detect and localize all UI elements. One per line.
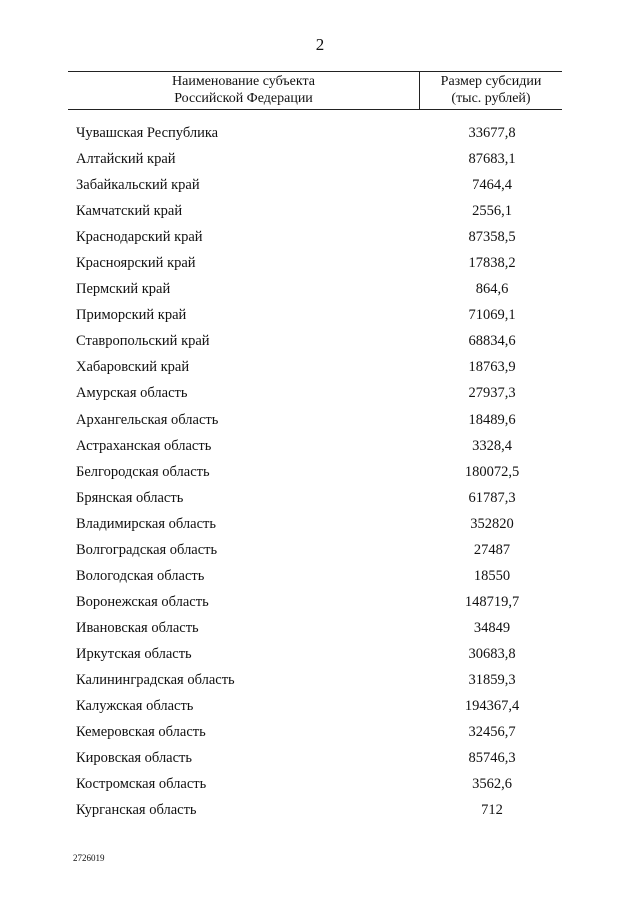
subsidy-amount: 32456,7 (468, 724, 516, 741)
region-name: Красноярский край (76, 255, 196, 272)
subsidy-amount: 27487 (473, 541, 511, 558)
table-row (0, 642, 640, 668)
subsidy-amount: 3328,4 (472, 437, 512, 454)
region-name: Амурская область (76, 385, 188, 402)
table-row (0, 538, 640, 564)
region-name: Белгородская область (76, 463, 210, 480)
region-name: Владимирская область (76, 515, 216, 532)
region-name: Кемеровская область (76, 724, 206, 741)
region-name: Ивановская область (76, 619, 199, 636)
region-name: Костромская область (76, 776, 207, 793)
subsidy-amount: 194367,4 (464, 698, 520, 715)
subsidy-amount: 712 (481, 802, 503, 819)
table-row (0, 746, 640, 772)
table-row (0, 668, 640, 694)
subsidy-amount: 31859,3 (468, 671, 516, 688)
table-row (0, 121, 640, 147)
subsidy-amount: 3562,6 (472, 776, 512, 793)
table-row (0, 798, 640, 824)
subsidy-amount: 352820 (470, 515, 514, 532)
subsidy-amount: 148719,7 (464, 593, 520, 610)
table-header (68, 71, 562, 110)
table-row (0, 590, 640, 616)
header-region-name-line2: Российской Федерации (174, 91, 313, 106)
subsidy-amount: 87683,1 (468, 151, 516, 168)
region-name: Камчатский край (76, 203, 183, 220)
table-row (0, 381, 640, 407)
region-name: Курганская область (76, 802, 197, 819)
subsidy-amount: 71069,1 (468, 307, 516, 324)
region-name: Архангельская область (76, 411, 219, 428)
page-number: 2 (315, 35, 325, 54)
table-row (0, 303, 640, 329)
table-row (0, 277, 640, 303)
subsidy-amount: 87358,5 (468, 229, 516, 246)
region-name: Волгоградская область (76, 541, 218, 558)
region-name: Кировская область (76, 750, 193, 767)
region-name: Ставропольский край (76, 333, 210, 350)
header-region-name (68, 73, 419, 107)
subsidy-amount: 61787,3 (468, 489, 516, 506)
table-row (0, 694, 640, 720)
header-subsidy-amount-line1: Размер субсидии (440, 74, 542, 89)
subsidy-amount: 864,6 (475, 281, 509, 298)
region-name: Пермский край (76, 281, 171, 298)
header-region-name-line1: Наименование субъекта (172, 74, 315, 89)
table-row (0, 720, 640, 746)
table-row (0, 564, 640, 590)
table-body (0, 121, 640, 824)
region-name: Калужская область (76, 698, 194, 715)
region-name: Хабаровский край (76, 359, 190, 376)
table-row (0, 225, 640, 251)
region-name: Калининградская область (76, 671, 235, 688)
region-name: Воронежская область (76, 593, 209, 610)
subsidy-amount: 33677,8 (468, 125, 516, 141)
region-name: Чувашская Республика (76, 125, 219, 141)
table-row (0, 434, 640, 460)
table-row (0, 486, 640, 512)
table-row (0, 408, 640, 434)
subsidy-amount: 27937,3 (468, 385, 516, 402)
region-name: Алтайский край (76, 151, 176, 168)
table-row (0, 460, 640, 486)
table-row (0, 173, 640, 199)
subsidy-amount: 2556,1 (472, 203, 512, 220)
subsidy-amount: 34849 (473, 619, 511, 636)
region-name: Брянская область (76, 489, 184, 506)
subsidy-amount: 30683,8 (468, 645, 516, 662)
table-row (0, 616, 640, 642)
subsidy-amount: 18550 (473, 567, 511, 584)
table-row (0, 329, 640, 355)
subsidy-amount: 17838,2 (468, 255, 516, 272)
table-row (0, 512, 640, 538)
subsidy-amount: 180072,5 (464, 463, 520, 480)
subsidy-amount: 18489,6 (468, 411, 516, 428)
table-row (0, 251, 640, 277)
region-name: Забайкальский край (76, 177, 200, 194)
table-row (0, 147, 640, 173)
region-name: Астраханская область (76, 437, 212, 454)
header-subsidy-amount-line2: (тыс. рублей) (451, 91, 531, 106)
region-name: Краснодарский край (76, 229, 203, 246)
subsidy-amount: 85746,3 (468, 750, 516, 767)
subsidy-amount: 18763,9 (468, 359, 516, 376)
region-name: Иркутская область (76, 645, 192, 662)
table-row (0, 199, 640, 225)
region-name: Приморский край (76, 307, 187, 324)
table-row (0, 355, 640, 381)
subsidy-amount: 68834,6 (468, 333, 516, 350)
subsidy-amount: 7464,4 (472, 177, 512, 194)
document-code: 2726019 (73, 853, 105, 863)
region-name: Вологодская область (76, 567, 205, 584)
table-row (0, 772, 640, 798)
header-subsidy-amount (420, 73, 562, 107)
